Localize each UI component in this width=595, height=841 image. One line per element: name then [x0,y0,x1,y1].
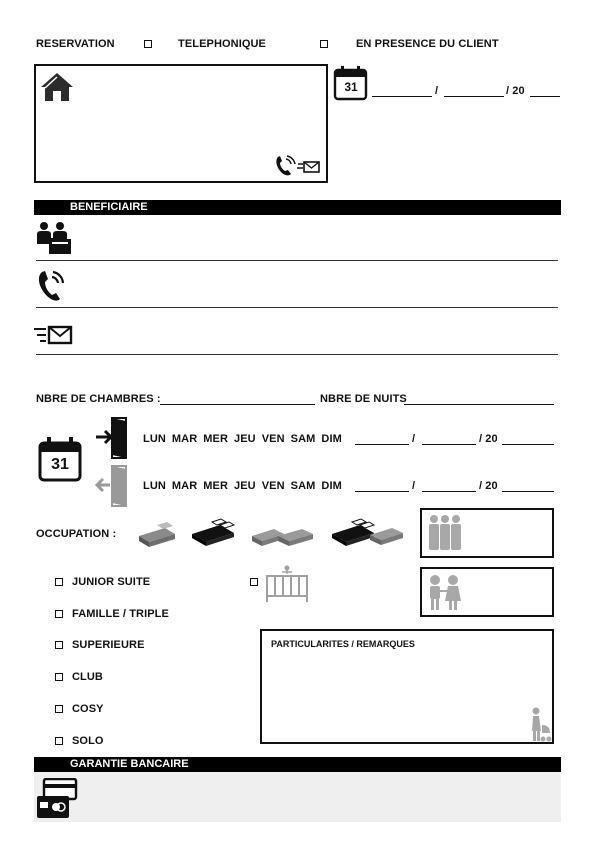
beneficiaire-bar: BENEFICIAIRE [34,200,561,215]
address-box[interactable] [34,64,328,183]
children-icon [424,573,464,613]
email-line[interactable] [36,354,558,355]
nbre-chambres-label: NBRE DE CHAMBRES : [36,393,161,405]
crib-icon [264,564,310,604]
room-label: FAMILLE / TRIPLE [72,608,169,620]
day-mer[interactable]: MER [203,433,229,445]
day-sam[interactable]: SAM [290,433,316,445]
stroller-icon [528,707,552,743]
remarks-title: PARTICULARITES / REMARQUES [271,639,415,649]
checkout-month-line[interactable] [422,491,476,492]
nbre-chambres-line[interactable] [160,404,315,405]
date-year-prefix: / 20 [506,85,525,97]
room-checkbox[interactable] [55,610,63,618]
phone-line[interactable] [36,307,558,308]
day-dim[interactable]: DIM [321,433,342,445]
room-label: CLUB [72,671,103,683]
checkin-days [143,433,348,445]
checkin-year-prefix: / 20 [479,433,498,445]
date-sep: / [435,85,439,97]
adults-box[interactable] [420,508,554,558]
day-jeu[interactable]: JEU [234,433,256,445]
reservation-label: RESERVATION [36,38,115,50]
nbre-nuits-line[interactable] [404,404,554,405]
calendar-day: 31 [344,80,358,94]
garantie-area[interactable] [34,772,561,822]
checkin-year-line[interactable] [502,444,554,445]
phone-mail-icon [273,154,325,178]
checkin-door-icon [94,416,134,460]
day-mer[interactable]: MER [203,480,229,492]
en-presence-checkbox[interactable] [320,40,328,48]
day-mar[interactable]: MAR [171,433,198,445]
date-year-line[interactable] [530,96,560,97]
credit-card-icon [36,778,78,820]
day-dim[interactable]: DIM [321,480,342,492]
room-checkbox[interactable] [55,641,63,649]
checkout-days [143,480,348,492]
day-lun[interactable]: LUN [143,433,166,445]
date-month-line[interactable] [444,96,504,97]
checkin-month-line[interactable] [422,444,476,445]
room-checkbox[interactable] [55,578,63,586]
garantie-bar: GARANTIE BANCAIRE [34,757,561,772]
checkout-sep: / [412,480,416,492]
room-checkbox[interactable] [55,673,63,681]
twin-bed-icon[interactable] [250,518,316,548]
day-sam[interactable]: SAM [290,480,316,492]
phone-icon [36,268,68,304]
checkout-year-line[interactable] [502,491,554,492]
room-label: COSY [72,703,104,715]
telephonique-label: TELEPHONIQUE [178,38,266,50]
room-checkbox[interactable] [55,737,63,745]
room-checkbox[interactable] [55,705,63,713]
triple-bed-icon[interactable] [330,515,406,548]
day-mar[interactable]: MAR [171,480,198,492]
telephonique-checkbox[interactable] [144,40,152,48]
double-bed-icon[interactable] [190,515,236,547]
adults-icon [426,514,464,552]
room-label: SUPERIEURE [72,639,145,651]
checkin-sep: / [412,433,416,445]
day-lun[interactable]: LUN [143,480,166,492]
children-box[interactable] [420,567,554,617]
checkout-year-prefix: / 20 [479,480,498,492]
remarks-box[interactable] [260,629,554,744]
occupation-label: OCCUPATION : [36,528,117,540]
day-ven[interactable]: VEN [261,433,285,445]
single-bed-icon[interactable] [137,518,177,548]
room-label: SOLO [72,735,104,747]
stay-calendar-day: 31 [51,456,69,473]
date-day-line[interactable] [372,96,432,97]
checkout-day-line[interactable] [355,491,409,492]
home-icon [39,71,75,103]
day-ven[interactable]: VEN [261,480,285,492]
crib-checkbox[interactable] [250,578,258,586]
checkout-door-icon [94,464,134,508]
nbre-nuits-label: NBRE DE NUITS [320,393,407,405]
room-label: JUNIOR SUITE [72,576,151,588]
en-presence-label: EN PRESENCE DU CLIENT [356,38,499,50]
day-jeu[interactable]: JEU [234,480,256,492]
beneficiaire-name-line[interactable] [36,260,558,261]
receptionist-icon [35,220,73,256]
checkin-day-line[interactable] [355,444,409,445]
email-icon [33,324,75,346]
